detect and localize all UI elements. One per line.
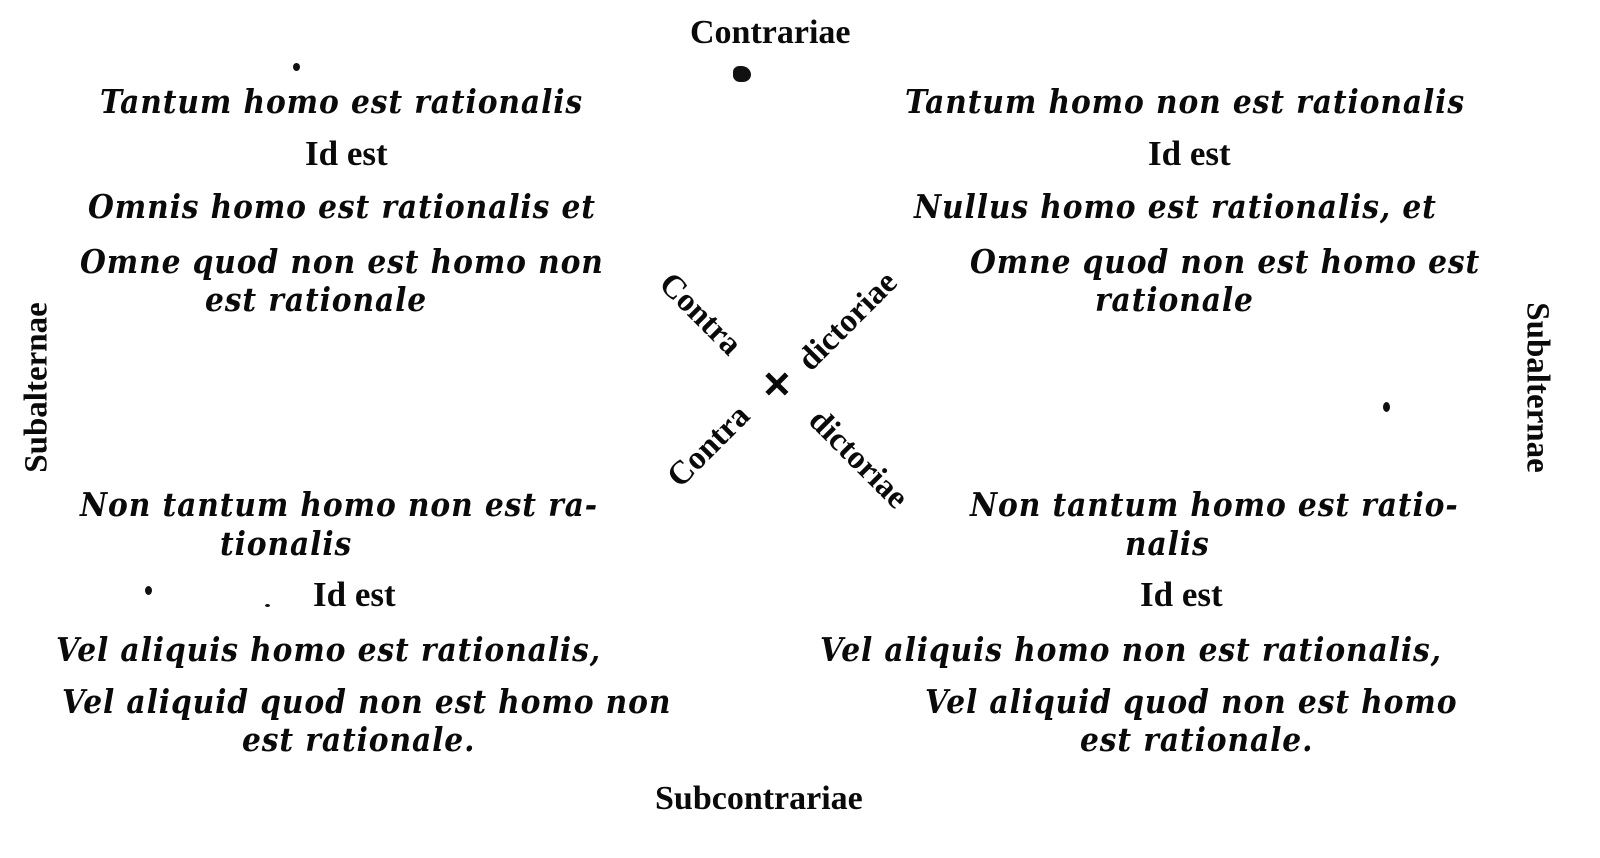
contradictoriae-a-part1: Contra	[651, 265, 749, 363]
tr-line2: Nullus homo est rationalis, et	[914, 187, 1437, 226]
subalternae-right-label: Subalternae	[1519, 302, 1556, 473]
subcontrariae-label: Subcontrariae	[655, 780, 863, 817]
br-line4: Vel aliquid quod non est homo	[925, 682, 1458, 721]
subalternae-left-label: Subalternae	[18, 302, 55, 473]
br-line5: est rationale.	[1080, 720, 1314, 759]
contradictoriae-a-part2: dictoriae	[801, 402, 916, 516]
ink-speck	[733, 66, 751, 82]
contradictoriae-b-part2: dictoriae	[790, 264, 905, 378]
tr-line1: Tantum homo non est rationalis	[905, 82, 1465, 121]
tr-line4: rationale	[1095, 280, 1254, 319]
tl-line3: Omne quod non est homo non	[80, 242, 604, 281]
ink-speck	[293, 63, 300, 71]
bl-line2: tionalis	[220, 524, 353, 563]
br-line3: Vel aliquis homo non est rationalis,	[820, 630, 1442, 669]
bl-line1: Non tantum homo non est ra-	[80, 485, 599, 524]
ink-speck	[265, 604, 270, 607]
br-line2: nalis	[1125, 524, 1210, 563]
tr-id-est: Id est	[1148, 134, 1231, 173]
br-id-est: Id est	[1140, 575, 1223, 614]
tl-line2: Omnis homo est rationalis et	[88, 187, 596, 226]
br-line1: Non tantum homo est ratio-	[970, 485, 1459, 524]
bl-line3: Vel aliquis homo est rationalis,	[56, 630, 601, 669]
bl-line5: est rationale.	[242, 720, 476, 759]
contradictoriae-b-part1: Contra	[660, 397, 758, 495]
tr-line3: Omne quod non est homo est	[970, 242, 1481, 281]
cross-mark: +	[745, 352, 808, 415]
bl-id-est: Id est	[313, 575, 396, 614]
bl-line4: Vel aliquid quod non est homo non	[62, 682, 672, 721]
tl-line1: Tantum homo est rationalis	[100, 82, 584, 121]
tl-line4: est rationale	[205, 280, 428, 319]
ink-speck	[1383, 402, 1390, 412]
ink-speck	[145, 586, 152, 595]
contrariae-label: Contrariae	[690, 14, 851, 51]
tl-id-est: Id est	[305, 134, 388, 173]
